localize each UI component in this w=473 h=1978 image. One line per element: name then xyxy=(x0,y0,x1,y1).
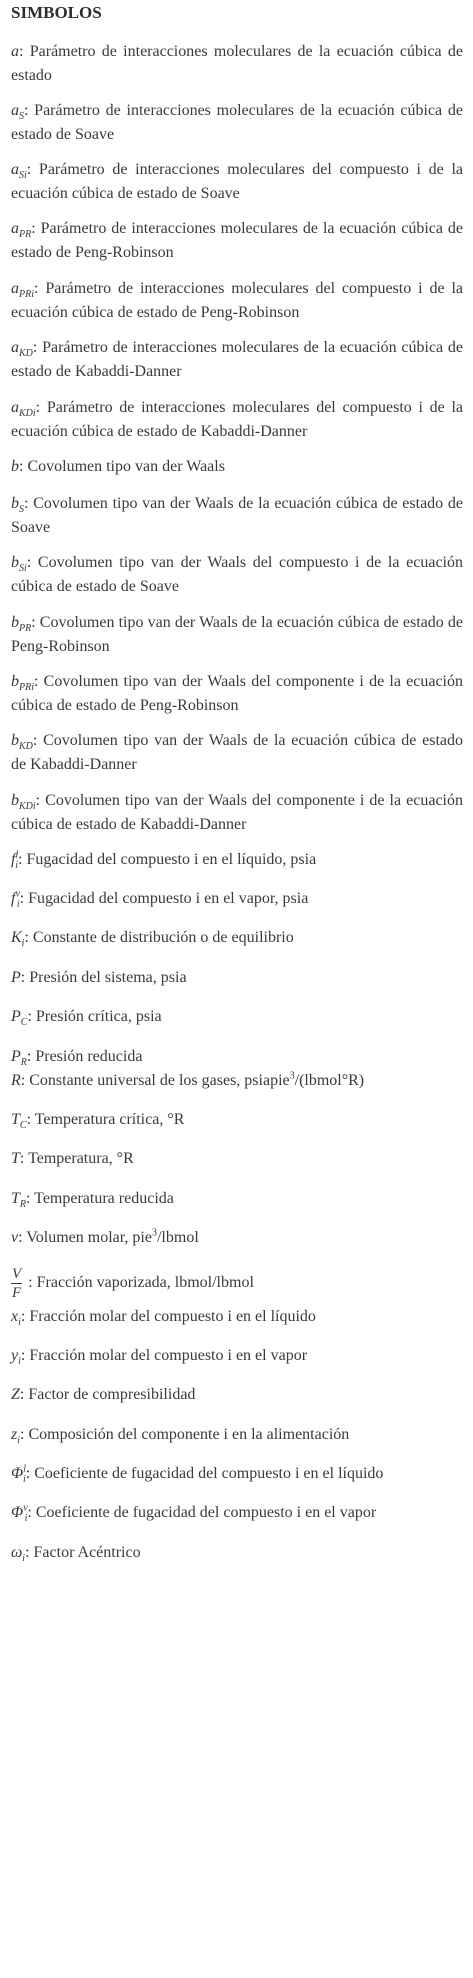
definition-text: : Fugacidad del compuesto i en el líquido, psia xyxy=(18,851,317,868)
symbol-subscript: KD xyxy=(19,348,33,360)
definition-text: : Parámetro de interacciones moleculares del compuesto i de la ecuación cúbica de estado de Peng-Robinson xyxy=(11,280,463,321)
definition-text: : Parámetro de interacciones moleculares de la ecuación cúbica de estado de Soave xyxy=(11,102,463,143)
definition-text-continued: /lbmol xyxy=(156,1229,199,1246)
definition-text: : Presión del sistema, psia xyxy=(20,969,187,986)
symbol-entry xyxy=(11,789,463,837)
symbol: T xyxy=(11,1150,20,1167)
symbol: P xyxy=(11,1008,21,1025)
symbol-subscript: i xyxy=(22,1553,26,1565)
definition-text: : Constante universal de los gases, psiapie xyxy=(20,1072,290,1089)
symbol-entry xyxy=(11,158,463,206)
definition-text: : Parámetro de interacciones moleculares del compuesto i de la ecuación cúbica de estado de Kabaddi-Danner xyxy=(11,399,463,440)
symbol-entry xyxy=(11,1462,463,1486)
symbol-subscript: i xyxy=(24,1513,28,1525)
definition-text: : Temperatura reducida xyxy=(26,1190,174,1207)
definition-text: : Temperatura, °R xyxy=(19,1150,134,1167)
symbol: a xyxy=(11,339,19,356)
definition-text: : Fracción molar del compuesto i en el líquido xyxy=(20,1308,316,1325)
definition-text: : Fracción molar del compuesto i en el vapor xyxy=(20,1347,308,1364)
symbol-entry xyxy=(11,966,463,990)
symbol: z xyxy=(11,1426,18,1443)
symbol-entry xyxy=(11,848,463,872)
symbol: f xyxy=(11,851,16,868)
symbol-entry xyxy=(11,217,463,265)
fraction-denominator: F xyxy=(12,1285,22,1301)
symbol-subscript: i xyxy=(21,938,25,950)
symbol-entry xyxy=(11,1305,463,1329)
symbol-subscript: i xyxy=(22,1474,26,1486)
symbol-entry xyxy=(11,455,463,479)
definition-text: : Covolumen tipo van der Waals xyxy=(19,458,225,475)
symbol-entry xyxy=(11,492,463,540)
symbol: Z xyxy=(11,1386,20,1403)
definition-text: : Parámetro de interacciones moleculares de la ecuación cúbica de estado de Kabaddi-Danner xyxy=(11,339,463,380)
definition-text: : Volumen molar, pie xyxy=(18,1229,152,1246)
symbol: K xyxy=(11,929,22,946)
symbol-subscript: i xyxy=(15,860,19,872)
symbol-subscript: PRi xyxy=(19,289,34,301)
symbol-subscript: C xyxy=(19,1120,27,1132)
symbol-entry xyxy=(11,1226,463,1250)
symbol-subscript: PR xyxy=(19,623,32,635)
definition-text-continued: /(lbmol°R) xyxy=(294,1072,365,1089)
symbol-subscript: Si xyxy=(19,563,27,575)
symbol: T xyxy=(11,1190,20,1207)
symbol-subscript: i xyxy=(16,899,20,911)
symbol-superscript: v xyxy=(15,888,20,900)
symbol: P xyxy=(11,1048,21,1065)
definition-text: : Parámetro de interacciones moleculares del compuesto i de la ecuación cúbica de estado de Soave xyxy=(11,161,463,202)
symbol-subscript: PR xyxy=(19,229,32,241)
symbol-subscript: i xyxy=(18,1317,21,1329)
definition-text: : Covolumen tipo van der Waals de la ecuación cúbica de estado de Kabaddi-Danner xyxy=(11,732,463,773)
symbol: a xyxy=(11,220,19,237)
fraction-numerator: V xyxy=(12,1266,22,1282)
definition-text: : Factor de compresibilidad xyxy=(19,1386,196,1403)
symbol: a xyxy=(11,399,19,416)
symbol-entry xyxy=(11,611,463,659)
definition-text: : Parámetro de interacciones moleculares de la ecuación cúbica de estado de Peng-Robinson xyxy=(11,220,463,261)
definition-text: : Presión crítica, psia xyxy=(27,1008,162,1025)
symbol: b xyxy=(11,732,19,749)
page-title: SIMBOLOS xyxy=(11,3,102,22)
symbol-entry xyxy=(11,1383,463,1407)
symbol-entry xyxy=(11,1541,463,1565)
symbol: T xyxy=(11,1111,20,1128)
symbol: Φ xyxy=(11,1465,24,1482)
symbol-entry xyxy=(11,1147,463,1171)
symbol: R xyxy=(11,1072,21,1089)
symbol-entry xyxy=(11,1423,463,1447)
unit-exponent: 3 xyxy=(289,1070,295,1082)
symbol-entry xyxy=(11,729,463,777)
symbol: a xyxy=(11,280,19,297)
symbol-subscript: S xyxy=(19,111,24,123)
symbol-entry xyxy=(11,1005,463,1029)
definition-text: : Covolumen tipo van der Waals del componente i de la ecuación cúbica de estado de Kabaddi-Danner xyxy=(11,792,463,833)
symbol: y xyxy=(11,1347,19,1364)
definition-text: : Factor Acéntrico xyxy=(25,1544,141,1561)
symbol: a xyxy=(11,102,19,119)
symbol-entry xyxy=(11,1344,463,1368)
symbol-entry xyxy=(11,277,463,325)
definition-text: : Constante de distribución o de equilibrio xyxy=(24,929,294,946)
definition-text: : Fracción vaporizada, lbmol/lbmol xyxy=(24,1274,254,1292)
symbol: b xyxy=(11,458,19,475)
unit-exponent: 3 xyxy=(151,1227,157,1239)
symbol: ω xyxy=(11,1544,23,1561)
symbol-superscript: l xyxy=(15,849,19,861)
symbol: b xyxy=(11,554,19,571)
symbol-subscript: R xyxy=(19,1199,27,1211)
symbol-entry xyxy=(11,926,463,950)
definition-text: : Temperatura crítica, °R xyxy=(26,1111,185,1128)
symbol-entry xyxy=(11,99,463,147)
definition-text: : Coeficiente de fugacidad del compuesto i en el líquido xyxy=(25,1465,384,1482)
symbol-entry xyxy=(11,1501,463,1525)
symbol-entry xyxy=(11,1045,463,1069)
definition-text: : Fugacidad del compuesto i en el vapor, psia xyxy=(19,890,309,907)
definition-text: : Coeficiente de fugacidad del compuesto i en el vapor xyxy=(27,1504,377,1521)
symbol-entry xyxy=(11,1265,463,1302)
symbol-entry xyxy=(11,551,463,599)
definition-text: : Covolumen tipo van der Waals de la ecuación cúbica de estado de Peng-Robinson xyxy=(11,614,463,655)
definition-text: : Composición del componente i en la alimentación xyxy=(20,1426,350,1443)
symbol: b xyxy=(11,614,19,631)
symbol: P xyxy=(11,969,21,986)
symbol-entry xyxy=(11,40,463,88)
symbol-entry xyxy=(11,1187,463,1211)
symbol: b xyxy=(11,792,19,809)
definition-text: : Presión reducida xyxy=(26,1048,143,1065)
symbol: b xyxy=(11,495,19,512)
symbol-subscript: Si xyxy=(19,170,27,182)
definition-text: : Covolumen tipo van der Waals de la ecuación cúbica de estado de Soave xyxy=(11,495,463,536)
symbol: x xyxy=(11,1308,19,1325)
symbol: b xyxy=(11,673,19,690)
definition-text: : Covolumen tipo van der Waals del componente i de la ecuación cúbica de estado de Peng-Robinson xyxy=(11,673,463,714)
symbol-entry xyxy=(11,670,463,718)
symbol-subscript: KDi xyxy=(19,801,36,813)
symbol-entry xyxy=(11,336,463,384)
symbol-subscript: R xyxy=(20,1057,27,1069)
symbol: f xyxy=(11,890,16,907)
symbol-entry xyxy=(11,396,463,444)
symbol-subscript: i xyxy=(17,1435,21,1447)
symbol-entry xyxy=(11,1108,463,1132)
symbol-entry xyxy=(11,887,463,911)
symbol-subscript: KDi xyxy=(19,408,36,420)
symbol-superscript: v xyxy=(23,1502,28,1514)
symbol-entry xyxy=(11,1069,463,1093)
symbol-subscript: S xyxy=(19,504,24,516)
symbol: a xyxy=(11,161,19,178)
symbol: v xyxy=(11,1229,19,1246)
symbol: a xyxy=(11,43,19,60)
fraction-symbol xyxy=(11,1265,22,1302)
definition-text: : Parámetro de interacciones moleculares de la ecuación cúbica de estado xyxy=(11,43,463,84)
symbol-subscript: KD xyxy=(19,741,33,753)
symbol-superscript: l xyxy=(23,1463,26,1475)
symbol-subscript: i xyxy=(18,1356,21,1368)
symbol-subscript: PRi xyxy=(19,682,34,694)
symbol-subscript: C xyxy=(20,1017,28,1029)
symbol: Φ xyxy=(11,1504,24,1521)
definition-text: : Covolumen tipo van der Waals del compuesto i de la ecuación cúbica de estado de Soave xyxy=(11,554,463,595)
